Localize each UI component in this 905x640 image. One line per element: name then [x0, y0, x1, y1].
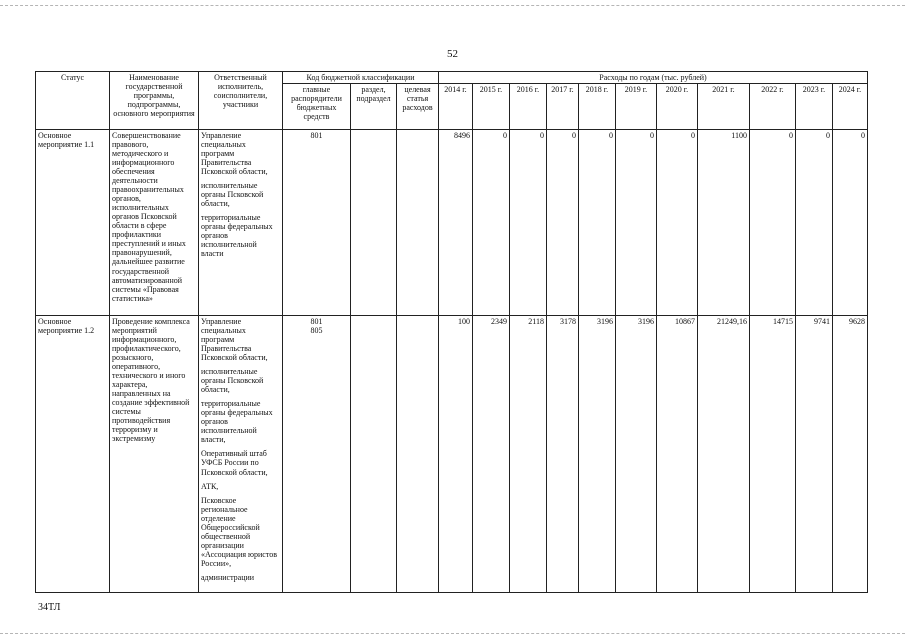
budget-table [35, 71, 868, 593]
responsible-entry: Оперативный штаб УФСБ России по Псковской области, [201, 449, 268, 477]
expense-value-cell: 14715 [750, 316, 796, 593]
responsible-cell [199, 316, 283, 593]
expense-value-cell: 0 [473, 130, 510, 316]
expense-value-cell: 0 [796, 130, 833, 316]
responsible-entry: Псковское региональное отделение Общероссийской общественной организации «Ассоциация юристов России», [201, 495, 278, 568]
header-budget-code: Код бюджетной классификации [283, 72, 439, 84]
scan-bottom-edge [0, 633, 905, 634]
header-name: Наименование государственной программы, подпрограммы, основного мероприятия [110, 72, 199, 130]
expense-value-cell: 1100 [698, 130, 750, 316]
responsible-entry: Управление специальных программ Правительства Псковской области, [201, 317, 268, 363]
expense-value-cell: 21249,16 [698, 316, 750, 593]
header-year: 2015 г. [473, 84, 510, 130]
expense-value-cell: 9741 [796, 316, 833, 593]
expense-value-cell: 9628 [833, 316, 868, 593]
header-budget-code-sub: целевая статья расходов [397, 84, 439, 130]
expense-value-cell: 10867 [657, 316, 698, 593]
header-year: 2022 г. [750, 84, 796, 130]
header-year: 2016 г. [510, 84, 547, 130]
header-budget-code-sub: главные распорядители бюджетных средств [283, 84, 351, 130]
responsible-entry: исполнительные органы Псковской области, [201, 181, 264, 209]
expense-value-cell: 0 [547, 130, 579, 316]
expense-value-cell: 2349 [473, 316, 510, 593]
expense-value-cell: 100 [439, 316, 473, 593]
header-responsible: Ответственный исполнитель, соисполнители, участники [199, 72, 283, 130]
header-year: 2021 г. [698, 84, 750, 130]
expense-value-cell: 3196 [579, 316, 616, 593]
header-row-main [36, 72, 868, 84]
grbs-code-cell [283, 130, 351, 316]
responsible-entry: администрации [201, 572, 255, 582]
page-number: 52 [447, 48, 458, 60]
scan-top-edge [0, 5, 905, 6]
header-year: 2024 г. [833, 84, 868, 130]
status-cell: Основное мероприятие 1.2 [36, 316, 110, 593]
expense-value-cell: 0 [833, 130, 868, 316]
header-year: 2019 г. [616, 84, 657, 130]
table-body [36, 130, 868, 593]
header-year: 2020 г. [657, 84, 698, 130]
responsible-entry: территориальные органы федеральных органов исполнительной власти, [201, 399, 273, 445]
table-row [36, 316, 868, 593]
header-year: 2018 г. [579, 84, 616, 130]
table-row [36, 130, 868, 316]
name-cell: Совершенствование правового, методического и информационного обеспечения деятельности правоохранительных органов, исполнительных органов Псковской области в сфере профилактики преступлений и иных правонарушений, дальнейшее развитие государственной автоматизированной системы «Правовая статистика» [110, 130, 199, 316]
footer-code: 34ТЛ [38, 602, 61, 613]
expense-value-cell: 3196 [616, 316, 657, 593]
section-code-cell [351, 130, 397, 316]
header-budget-code-sub: раздел, подраздел [351, 84, 397, 130]
grbs-code: 805 [310, 326, 323, 336]
expense-value-cell: 0 [657, 130, 698, 316]
target-code-cell [397, 316, 439, 593]
expense-value-cell: 0 [510, 130, 547, 316]
name-cell: Проведение комплекса мероприятий информационного, профилактического, розыскного, оперативного, технического и иного характера, направленных на создание эффективной системы противодействия терроризму и экстремизму [110, 316, 199, 593]
responsible-entry: исполнительные органы Псковской области, [201, 367, 264, 395]
responsible-entry: Управление специальных программ Правительства Псковской области, [201, 131, 268, 177]
header-year: 2014 г. [439, 84, 473, 130]
responsible-entry: территориальные органы федеральных органов исполнительной власти [201, 213, 273, 259]
grbs-code: 801 [310, 131, 323, 141]
header-status: Статус [36, 72, 110, 130]
expense-value-cell: 0 [616, 130, 657, 316]
expense-value-cell: 3178 [547, 316, 579, 593]
grbs-code: 801 [310, 317, 323, 327]
responsible-entry: АТК, [201, 481, 219, 491]
responsible-cell [199, 130, 283, 316]
expense-value-cell: 8496 [439, 130, 473, 316]
status-cell: Основное мероприятие 1.1 [36, 130, 110, 316]
expense-value-cell: 2118 [510, 316, 547, 593]
target-code-cell [397, 130, 439, 316]
expense-value-cell: 0 [579, 130, 616, 316]
grbs-code-cell [283, 316, 351, 593]
header-year: 2017 г. [547, 84, 579, 130]
section-code-cell [351, 316, 397, 593]
expense-value-cell: 0 [750, 130, 796, 316]
header-year: 2023 г. [796, 84, 833, 130]
header-expenses: Расходы по годам (тыс. рублей) [439, 72, 868, 84]
